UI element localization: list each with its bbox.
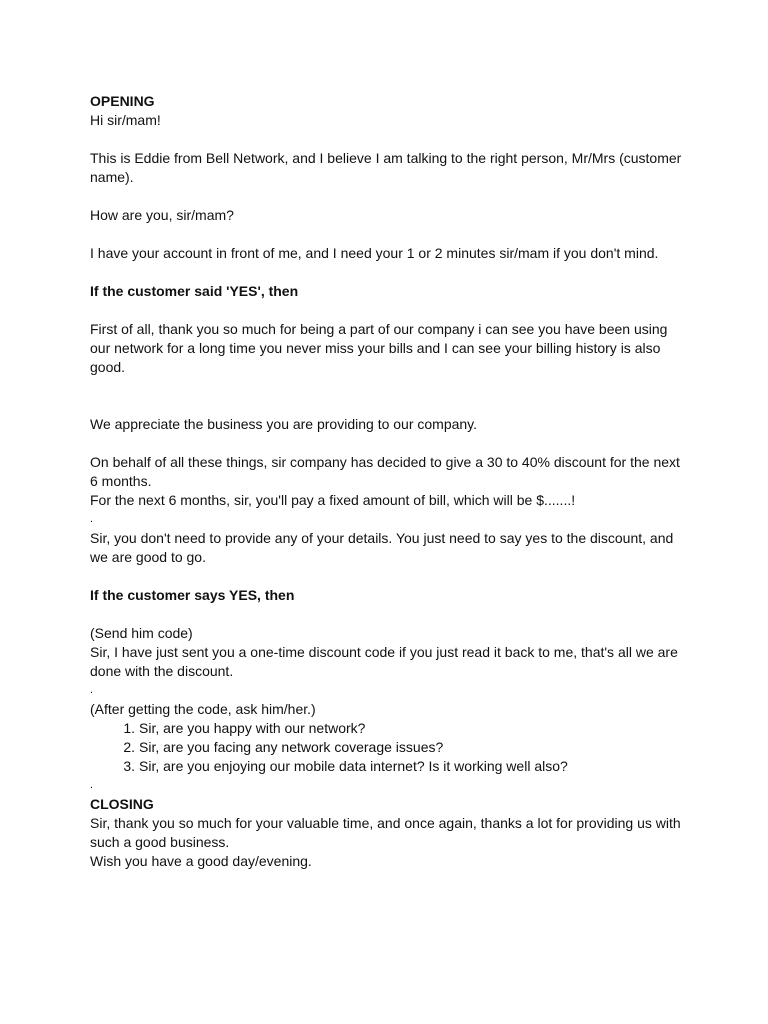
list-item [90,757,690,776]
question-list [90,719,690,776]
list-item [90,738,690,757]
list-text: Sir, are you facing any network coverage issues? [139,739,444,755]
fixed-bill-line: For the next 6 months, sir, you'll pay a fixed amount of bill, which will be $.......! [90,492,576,508]
yes-heading-2: If the customer says YES, then [90,587,295,603]
yes-heading-1: If the customer said 'YES', then [90,283,299,299]
opening-heading: OPENING [90,93,155,109]
list-text: Sir, are you happy with our network? [139,720,366,736]
code-sent-paragraph: Sir, I have just sent you a one-time discount code if you just read it back to me, that's all we are done with the discount. [90,644,678,679]
how-are-you: How are you, sir/mam? [90,207,234,223]
separator-dot: . [90,513,94,525]
appreciate-line: We appreciate the business you are providing to our company. [90,416,478,432]
thanks-paragraph: First of all, thank you so much for being a part of our company i can see you have been using our network for a long time you never miss your bills and I can see your billing history is also good. [90,321,668,375]
discount-paragraph: On behalf of all these things, sir company has decided to give a 30 to 40% discount for the next 6 months. [90,454,680,489]
greeting: Hi sir/mam! [90,112,161,128]
script-body [90,92,690,871]
list-number: 3. [123,758,135,774]
closing-heading: CLOSING [90,796,154,812]
list-number: 1. [123,720,135,736]
list-number: 2. [123,739,135,755]
after-code-note: (After getting the code, ask him/her.) [90,701,316,717]
list-item [90,719,690,738]
separator-dot: . [90,779,94,791]
no-details-paragraph: Sir, you don't need to provide any of your details. You just need to say yes to the discount, and we are good to go. [90,530,674,565]
separator-dot: . [90,684,94,696]
list-text: Sir, are you enjoying our mobile data internet? Is it working well also? [139,758,568,774]
account-line: I have your account in front of me, and I need your 1 or 2 minutes sir/mam if you don't mind. [90,245,659,261]
wish-line: Wish you have a good day/evening. [90,853,312,869]
closing-thanks: Sir, thank you so much for your valuable time, and once again, thanks a lot for providing us with such a good business. [90,815,681,850]
intro-paragraph: This is Eddie from Bell Network, and I believe I am talking to the right person, Mr/Mrs (customer name). [90,150,682,185]
send-code-note: (Send him code) [90,625,193,641]
